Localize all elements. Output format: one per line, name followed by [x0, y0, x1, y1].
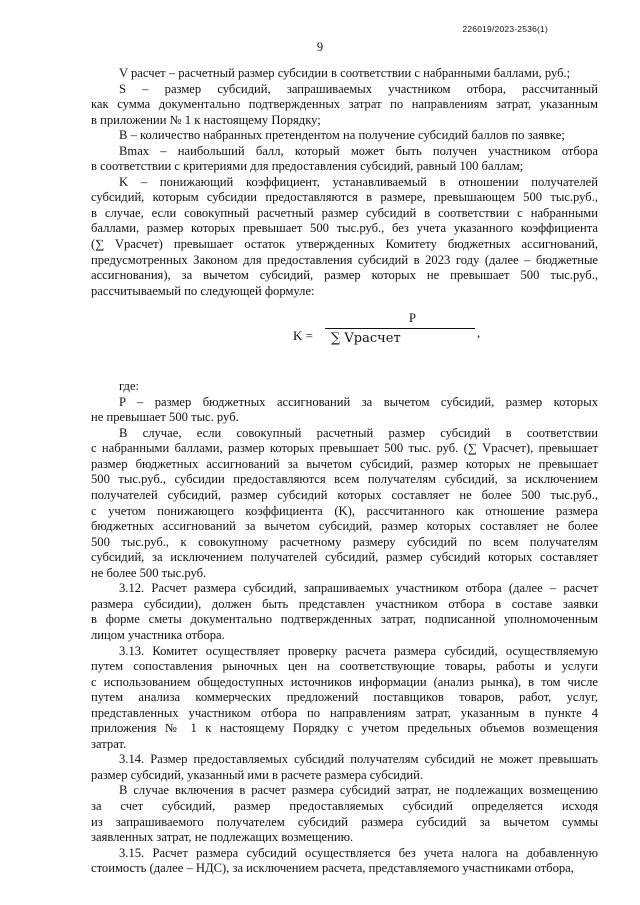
text-line: не превышает 500 тыс. руб. [91, 410, 239, 425]
text-line: в соответствии с критериями для предоставления субсидий, равный 100 баллам; [91, 159, 524, 174]
text-line: K – понижающий коэффициент, устанавливаемый в отношении получателей [119, 174, 598, 189]
text-line: с набранными баллами, размер которых превышает 500 тыс. руб. (∑ Vрасчет), превышает [91, 441, 598, 456]
text-line: бюджетных ассигнований за вычетом субсидий, размер которых составляет не более [91, 519, 598, 534]
text-line: P – размер бюджетных ассигнований за вычетом субсидий, размер которых [119, 394, 598, 409]
text-line: с учетом понижающего коэффициента (K), рассчитанного как отношение размера [91, 503, 598, 518]
text-line: приложения № 1 к настоящему Порядку с учетом предельных объемов возмещения [91, 721, 598, 736]
text-line: в форме сметы документально подтвержденных затрат, подписанной уполномоченным [91, 612, 598, 627]
clause-3-13 [91, 644, 598, 753]
text-line: 3.13. Комитет осуществляет проверку расчета размера субсидий, осуществляемую [119, 643, 598, 658]
text-line: получателей субсидий, размер субсидий которых составляет не более 500 тыс.руб., [91, 488, 598, 503]
text-line: 3.12. Расчет размера субсидий, запрашиваемых участником отбора (далее – расчет [119, 581, 598, 596]
text-line: S – размер субсидий, запрашиваемых участником отбора, рассчитанный [119, 81, 598, 96]
text-line: предусмотренных Законом для предоставления субсидий в 2023 году (далее – бюджетные [91, 252, 598, 267]
definition-b [91, 128, 598, 144]
text-line: 3.15. Расчет размера субсидий осуществляется без учета налога на добавленную [119, 845, 598, 860]
text-line: где: [119, 379, 140, 394]
clause-3-12 [91, 581, 598, 643]
text-line: из запрашиваемого получателем субсидий размера субсидий за вычетом суммы [91, 814, 598, 829]
formula-denominator: ∑ Vрасчет [331, 331, 401, 347]
text-line: рассчитываемый по следующей формуле: [91, 283, 315, 298]
text-line: 500 тыс.руб., субсидии предоставляются всем получателям субсидий, за исключением [91, 472, 598, 487]
text-line: с использованием общедоступных источников информации (анализ рынка), в том числе [91, 674, 598, 689]
text-line: В случае включения в расчет размера субсидий затрат, не подлежащих возмещению [119, 783, 598, 798]
text-line: за счет субсидий, размер предоставляемых субсидий определяется исходя [91, 798, 598, 813]
text-line: В случае, если совокупный расчетный размер субсидий в соответствии [119, 425, 598, 440]
formula-lhs: K = [293, 328, 313, 344]
text-line: путем анализа коммерческих предложений поставщиков товаров, работ, услуг, [91, 690, 598, 705]
text-line: заявленных затрат, не подлежащих возмещению. [91, 830, 354, 845]
text-line: Bmax – наибольший балл, который может быть получен участником отбора [119, 143, 598, 158]
text-line: субсидий, которым субсидии предоставляются в размере, превышающем 500 тыс.руб., [91, 190, 598, 205]
text-line: размер бюджетных ассигнований за вычетом субсидий, размер которых не превышает [91, 456, 598, 471]
text-line: не более 500 тыс.руб. [91, 565, 207, 580]
text-line: путем сопоставления рыночных цен на соответствующие товары, работы и услуги [91, 659, 598, 674]
text-line: затрат. [91, 736, 127, 751]
document-body [91, 66, 598, 877]
text-line: представленных участником отбора по направлениям затрат, указанным в пункте 4 [91, 705, 598, 720]
definition-vraschet [91, 66, 598, 82]
paragraph-non-reimbursable [91, 783, 598, 845]
formula-tail: , [477, 325, 481, 341]
text-line: в приложении № 1 к настоящему Порядку; [91, 112, 321, 127]
text-line: 3.14. Размер предоставляемых субсидий получателям субсидий не может превышать [119, 752, 598, 767]
text-line: 500 тыс.руб., к совокупному расчетному размеру субсидий по всем получателям [91, 534, 598, 549]
fraction-bar [325, 328, 475, 329]
text-line: стоимость (далее – НДС), за исключением расчета, представляемого участниками отбора, [91, 861, 574, 876]
text-line: ассигнования), за вычетом субсидий, размер которых не превышает 500 тыс.руб., [91, 268, 598, 283]
text-line: размера субсидии), должен быть представлен участником отбора в составе заявки [91, 596, 598, 611]
definition-bmax [91, 144, 598, 175]
text-line: лицом участника отбора. [91, 627, 225, 642]
formula-k [91, 307, 598, 365]
text-line: B – количество набранных претендентом на получение субсидий баллов по заявке; [119, 128, 565, 143]
text-line: (∑ Vрасчет) превышает остаток утвержденных Комитету бюджетных ассигнований, [91, 237, 598, 252]
text-line: баллами, размер которых превышает 500 тыс.руб., без учета указанного коэффициента [91, 221, 598, 236]
formula-numerator: P [409, 311, 416, 326]
page-number: 9 [316, 40, 324, 54]
definition-k [91, 175, 598, 299]
text-line: в случае, если совокупный расчетный размер субсидий в соответствии с набранными [91, 205, 598, 220]
text-line: V расчет – расчетный размер субсидии в соответствии с набранными баллами, руб.; [119, 66, 571, 80]
definition-p [91, 395, 598, 426]
clause-3-14 [91, 752, 598, 783]
text-line: размер субсидий, указанный ими в расчете размера субсидий. [91, 767, 424, 782]
definition-s [91, 82, 598, 129]
text-line: субсидий, за исключением получателей субсидий, размер субсидий которых составляет [91, 550, 598, 565]
where-label [91, 379, 598, 395]
document-number: 226019/2023-2536(1) [462, 24, 548, 34]
paragraph-case [91, 426, 598, 581]
text-line: как сумма документально подтвержденных затрат по направлениям затрат, указанным [91, 97, 598, 112]
clause-3-15 [91, 846, 598, 877]
